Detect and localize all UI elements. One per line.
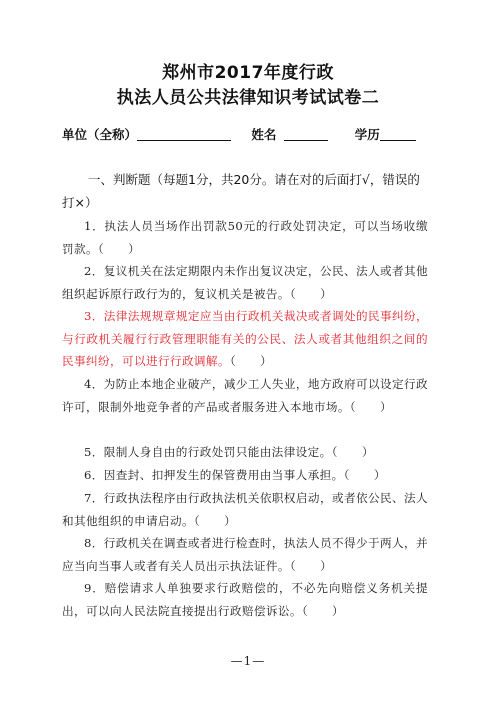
candidate-info-row: [62, 125, 442, 143]
question-7: [62, 487, 428, 532]
question-text: 6．因查封、扣押发生的保管费用由当事人承担。（ ）: [84, 468, 386, 482]
question-8: [62, 532, 428, 577]
question-2: [62, 260, 428, 305]
question-text: 1．执法人员当场作出罚款50元的行政处罚决定，可以当场收缴罚款。（ ）: [62, 219, 428, 256]
question-text: 8．行政机关在调查或者进行检查时，执法人员不得少于两人，并应当向当事人或者有关人员出示执法证件。（ ）: [62, 536, 428, 573]
question-text: 7．行政执法程序由行政执法机关依职权启动，或者依公民、法人和其他组织的申请启动。（ ）: [62, 491, 428, 528]
title-line-2: 执法人员公共法律知识考试试卷二: [116, 88, 380, 108]
section-heading-text: 一、判断题（每题1分，共20分。请在对的后面打√，错误的打×）: [62, 172, 420, 210]
answer-paren: （ ）: [229, 354, 273, 368]
education-blank[interactable]: [380, 128, 416, 141]
question-6: [62, 464, 428, 487]
question-text: 9．赔偿请求人单独要求行政赔偿的，不必先向赔偿义务机关提出，可以向人民法院直接提出行政赔偿诉讼。（ ）: [62, 581, 428, 618]
education-label: 学历: [354, 127, 380, 142]
name-label: 姓名: [251, 127, 277, 142]
unit-label: 单位（全称）: [62, 127, 138, 142]
section-heading: [62, 168, 428, 214]
question-text: 4．为防止本地企业破产，减少工人失业，地方政府可以设定行政许可，限制外地竞争者的产品或者服务进入本地市场。（ ）: [62, 377, 428, 414]
page-number: —1—: [230, 654, 266, 668]
question-text: 5．限制人身自由的行政处罚只能由法律设定。（ ）: [84, 445, 374, 459]
name-blank[interactable]: [284, 128, 328, 141]
question-4: [62, 373, 428, 418]
question-9: [62, 577, 428, 622]
question-3: [62, 305, 428, 373]
question-1: [62, 215, 428, 260]
question-text: 2．复议机关在法定期限内未作出复议决定，公民、法人或者其他组织起诉原行政行为的，复议机关是被告。（ ）: [62, 264, 428, 301]
unit-blank[interactable]: [137, 128, 231, 141]
question-text: 3．法律法规规章规定应当由行政机关裁决或者调处的民事纠纷，与行政机关履行行政管理职能有关的公民、法人或者其他组织之间的民事纠纷，可以进行行政调解。: [62, 309, 428, 368]
question-5: [62, 441, 428, 464]
title-line-1: 郑州市2017年度行政: [162, 63, 334, 83]
